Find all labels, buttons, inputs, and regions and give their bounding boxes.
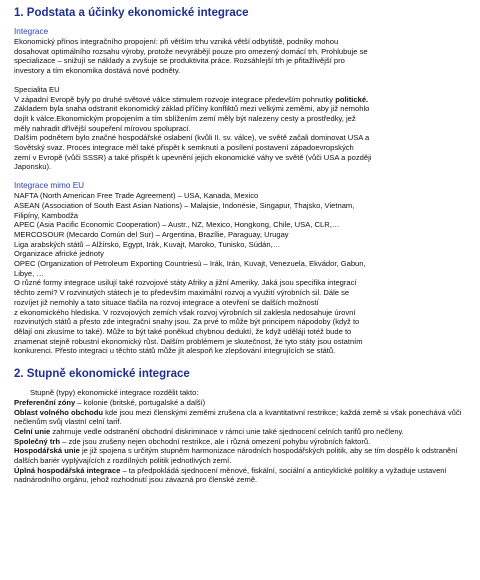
list-item: ASEAN (Association of South East Asian Nations) – Malajsie, Indonésie, Singapur, Thajsko, Vietnam,: [14, 200, 355, 210]
list-item: Organizace africké jednoty: [14, 249, 104, 259]
list-item: APEC (Asia Pacific Economic Cooperation) – Austr., NZ, Mexico, Hongkong, Chile, USA, CLR,…: [14, 220, 340, 230]
list-item: Libye, …: [14, 268, 44, 278]
text-line: investory a tím ekonomika dostává nové podněty.: [14, 66, 181, 76]
mimo-list: [14, 191, 470, 278]
section-1-title: 1. Podstata a účinky ekonomické integrace: [14, 7, 249, 19]
stage-term: Společný trh: [14, 436, 60, 446]
text-line: znamenat stejně robustní ekonomický růst. Dalším problémem je skutečnost, že tyto státy jsou ostatním: [14, 336, 363, 346]
stage-item: Společný trh – zde jsou zrušeny nejen obchodní restrikce, ale i různá omezení pohybu výrobních faktorů.: [14, 436, 371, 446]
document: [14, 6, 470, 485]
text-line: Sovětský svaz. Proces integrace měl také přispět k semknutí a posílení postavení západoevropských: [14, 143, 354, 153]
text-line: V západní Evropě byly po druhé světové válce stimulem rozvoje integrace především pohnutky politické.: [14, 94, 369, 104]
text-line: rozvíjet již nemohly a tato situace tlačila na rozvoj integrace a otevření se dalších možností: [14, 297, 319, 307]
specialita-heading: Specialita EU: [14, 84, 60, 94]
stage-term: Preferenční zóny: [14, 397, 76, 407]
mimo-paragraph: [14, 278, 470, 356]
integrace-paragraph: [14, 37, 470, 76]
section-2-title: 2. Stupně ekonomické integrace: [14, 368, 190, 381]
text-line: z ekonomického hlediska. V rozvojových zemích však rozvoj výrobních sil zaklesla nedosahuje úrovní: [14, 307, 356, 317]
text-line: dělají oni zkusíme to také). Může to být také poněkud chybnou deduktí, že když uděláji totéž bude to: [14, 326, 352, 336]
stage-item: Oblast volného obchodu kde jsou mezi členskými zeměmi zrušena cla a kvantitativní restrikce; každá země si však ponechává vůči nečlenům svůj vlastní celní tarif.: [14, 407, 462, 427]
stage-term: Oblast volného obchodu: [14, 407, 104, 417]
bold-word: politické.: [335, 94, 369, 104]
stage-item: Celní unie zahrnuje vedle odstranění obchodní diskriminace v rámci unie také sjednocení celních tarifů pro nečleny.: [14, 426, 404, 436]
text-line: těchto zemí? V rozvinutých státech je to především maximální rozvoj a využití výrobních sil. Dále se: [14, 288, 350, 298]
text-line: konkurenci. Přesto integraci u těchto států může jít alespoň ke zlepšování integrujících se států.: [14, 346, 336, 356]
text-line: specializace – snižují se náklady a zvyšuje se produktivita práce. Rozsáhlejší trh je přitažlivější pro: [14, 56, 345, 66]
text-line: O různé formy integrace usilují také rozvojové státy Afriky a jižní Ameriky. Jaká jsou specifika integrací: [14, 278, 357, 288]
text-line: Dalším podnětem bylo značné hospodářské oslabení (kvůli II. sv. válce), ve světě začali dominovat USA a: [14, 133, 370, 143]
list-item: MERCOSOUR (Mecardo Común del Sur) – Argentina, Brazílie, Paraguay, Urugay: [14, 229, 289, 239]
list-item: NAFTA (North American Free Trade Agreement) – USA, Kanada, Mexico: [14, 191, 259, 201]
list-item: Liga arabských států – Alžírsko, Egypt, Irák, Kuvajt, Maroko, Tunisko, Súdán,…: [14, 239, 281, 249]
stage-term: Celní unie: [14, 426, 51, 436]
section-2-intro: Stupně (typy) ekonomické integrace rozdělit takto:: [30, 388, 199, 398]
text-line: zemí v Evropě (vůči SSSR) a také přispět k upevnění jejich ekonomické váhy ve světě (vůči USA a později: [14, 152, 372, 162]
stage-item: Preferenční zóny – kolonie (britské, portugalské a další): [14, 397, 206, 407]
text-line: dojít k válce.Ekonomickým propojením a tím sblížením zemí měly být nalezeny cesty a prostředky, jež: [14, 113, 356, 123]
list-item: Filipíny, Kambodža: [14, 210, 79, 220]
text-line: rozvinutých států a přesto zde integrační snahy jsou. Za prvé to může být principem nápodoby (když to: [14, 317, 360, 327]
stage-item: Úplná hospodářská integrace – ta předpokládá sjednocení měnové, fiskální, sociální a anticyklické politiky a vyžaduje ustavení nadnárodního orgánu, jehož rozhodnutí jsou závazná pro členské země.: [14, 465, 447, 485]
text-line: Ekonomický přínos integračního propojení: při větším trhu vzniká větší odbytiště, podniky mohou: [14, 37, 339, 46]
stage-item: Hospodářská unie je již spojena s určitým stupněm harmonizace národních hospodářských politik, aby se tím dospělo k odstranění dalších bariér vyplývajících z rozdílných politik jednotlivých zemí.: [14, 446, 458, 466]
text-line: měly nahradit dřívější soupeření mírovou spoluprací.: [14, 123, 191, 133]
text-line: Japonsku).: [14, 162, 52, 172]
text-line: dosahovat optimálního rozsahu výroby, protože nevyrábějí pouze pro omezený domácí trh. Prohlubuje se: [14, 46, 368, 56]
stage-term: Úplná hospodářská integrace: [14, 465, 121, 475]
integrace-heading: Integrace: [14, 27, 49, 36]
specialita-paragraph: [14, 95, 470, 173]
mimo-heading: Integrace mimo EU: [14, 181, 85, 191]
list-item: OPEC (Organization of Petroleum Exporting Countriesú – Irák, Irán, Kuvajt, Venezuela, Ekvádor, Gabun,: [14, 259, 366, 269]
text-line: Základem byla snaha odstranit ekonomický základ příčiny konfliktů mezi velkými zeměmi, aby již nemohlo: [14, 104, 370, 114]
stages-list: [14, 398, 470, 485]
stage-term: Hospodářská unie: [14, 446, 80, 456]
